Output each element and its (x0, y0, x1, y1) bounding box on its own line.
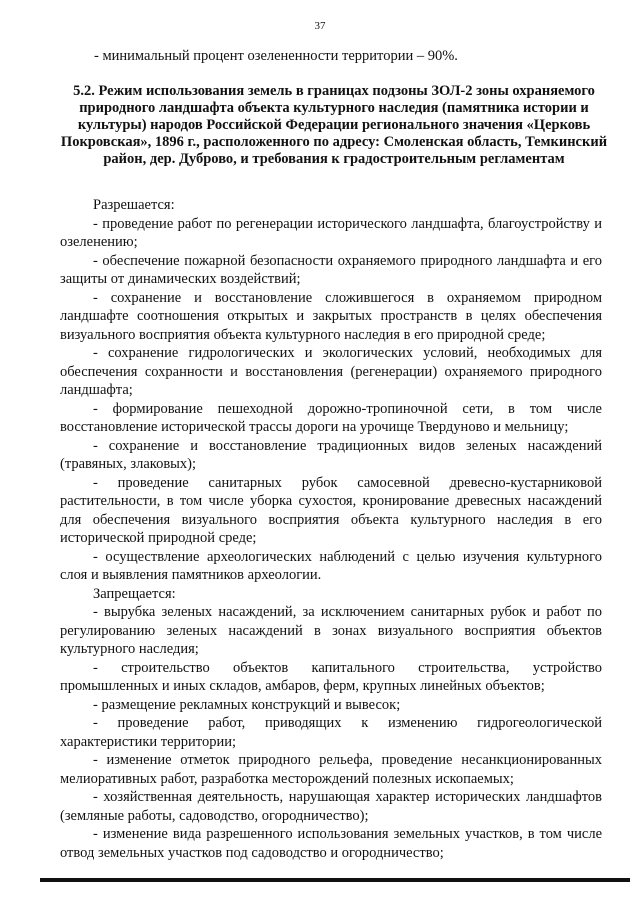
page-number: 37 (314, 20, 326, 32)
forbidden-item: - хозяйственная деятельность, нарушающая характер исторических ландшафтов (земляные работы, садоводство, огородничество); (60, 789, 602, 824)
forbidden-item: - вырубка зеленых насаждений, за исключением санитарных рубок и работ по регулированию зеленых насаждений в зонах визуального восприятия объектов культурного наследия; (60, 604, 602, 657)
allowed-item: - обеспечение пожарной безопасности охраняемого природного ландшафта и его защиты от динамических воздействий; (60, 252, 602, 287)
section-heading: 5.2. Режим использования земель в границах подзоны ЗОЛ-2 зоны охраняемого природного ландшафта объекта культурного наследия (памятника истории и культуры) народов Российской Федерации регионального значения «Церковь Покровская», 1896 г., расположенного по адресу: Смоленская область, Темкинский район, дер. Дуброво, и требования к градостроительным регламентам (60, 83, 608, 167)
forbidden-item: - изменение отметок природного рельефа, проведение несанкционированных мелиоративных работ, разработка месторождений полезных ископаемых; (60, 752, 602, 787)
allowed-item: - проведение санитарных рубок самосевной древесно-кустарниковой растительности, в том числе уборка сухостоя, кронирование древесных насаждений для обеспечения визуального восприятия объекта культурного наследия в его исторической природной среде; (60, 474, 602, 546)
intro-line: - минимальный процент озелененности территории – 90%. (94, 48, 458, 64)
forbidden-item: - строительство объектов капитального строительства, устройство промышленных и иных складов, амбаров, ферм, крупных линейных объектов; (60, 659, 602, 694)
bottom-rule (40, 878, 630, 882)
allowed-item: - проведение работ по регенерации исторического ландшафта, благоустройству и озеленению; (60, 215, 602, 250)
allowed-item: - сохранение и восстановление сложившегося в охраняемом природном ландшафте соотношения открытых и закрытых пространств в целях обеспечения визуального восприятия объекта культурного наследия в его природной среде; (60, 289, 602, 343)
forbidden-label: Запрещается: (93, 585, 176, 602)
allowed-item: - осуществление археологических наблюдений с целью изучения культурного слоя и выявления памятников археологии. (60, 548, 602, 583)
allowed-item: - сохранение и восстановление традиционных видов зеленых насаждений (травяных, злаковых); (60, 437, 602, 472)
allowed-label: Разрешается: (93, 197, 175, 213)
allowed-item: - формирование пешеходной дорожно-тропиночной сети, в том числе восстановление исторической трассы дороги на урочище Твердуново и мельницу; (60, 400, 602, 435)
forbidden-item: - проведение работ, приводящих к изменению гидрогеологической характеристики территории; (60, 715, 602, 750)
section-content (60, 196, 602, 862)
forbidden-item: - размещение рекламных конструкций и вывесок; (93, 696, 401, 713)
forbidden-item: - изменение вида разрешенного использования земельных участков, в том числе отвод земельных участков под садоводство и огородничество; (60, 826, 602, 861)
allowed-item: - сохранение гидрологических и экологических условий, необходимых для обеспечения сохранности и восстановления (регенерации) охраняемого природного ландшафта; (60, 345, 602, 398)
